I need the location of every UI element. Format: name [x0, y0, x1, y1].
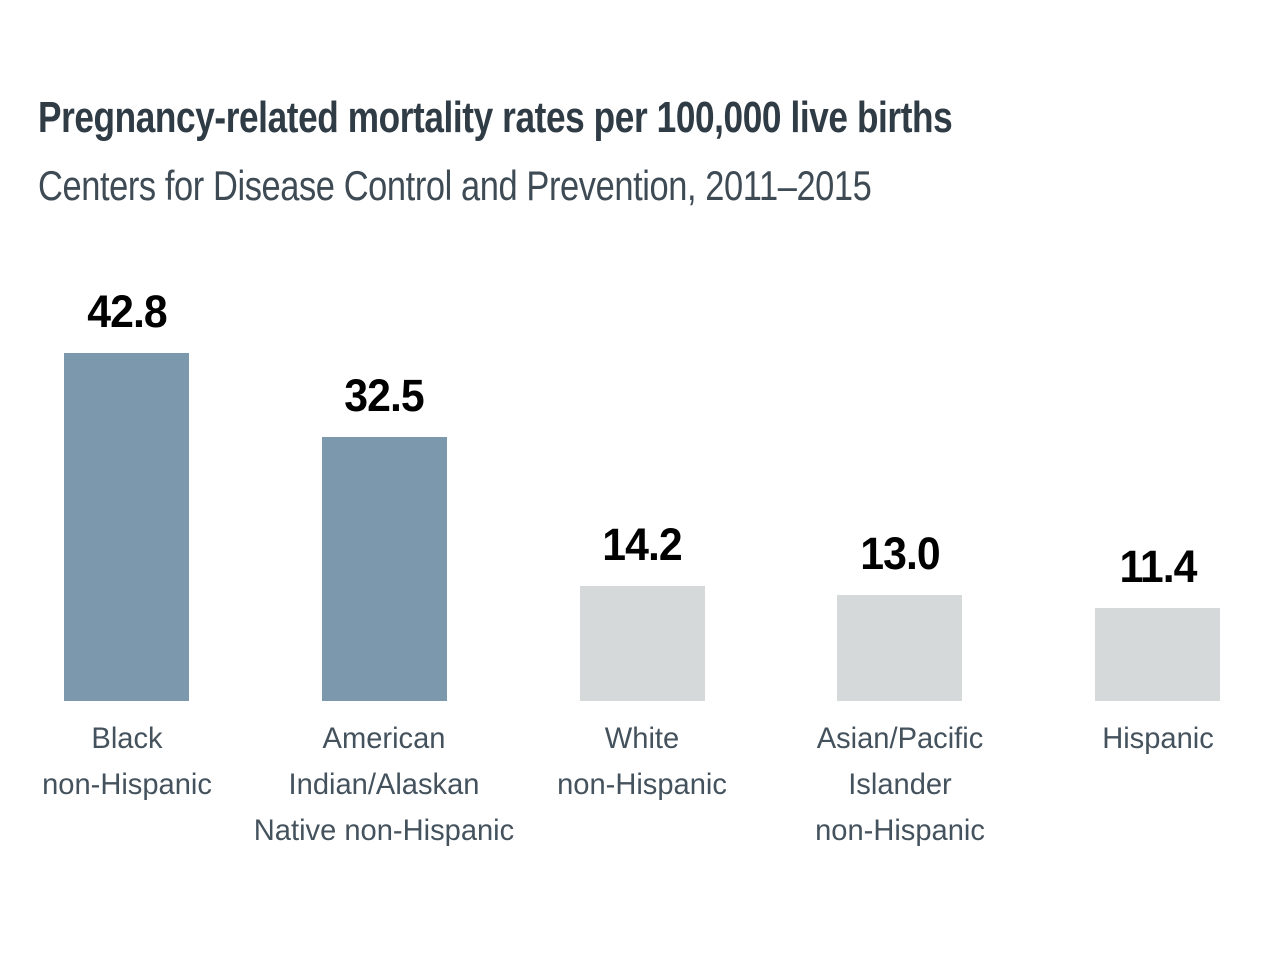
chart-subtitle: Centers for Disease Control and Prevention, 2011–2015 [38, 162, 872, 209]
bar-value-label: 11.4 [1118, 541, 1197, 592]
bar-value-label: 32.5 [344, 370, 424, 421]
category-label-line: non-Hispanic [814, 814, 985, 847]
bar [580, 586, 705, 701]
category-label-line: non-Hispanic [41, 768, 212, 801]
category-label-line: Hispanic [1101, 722, 1214, 755]
bar-value-label: 13.0 [860, 528, 940, 579]
category-label-line: Indian/Alaskan [288, 768, 480, 801]
category-label-line: Islander [847, 768, 952, 801]
bar [322, 437, 447, 701]
bar-value-label: 42.8 [86, 286, 167, 337]
bar-value-label: 14.2 [602, 519, 682, 570]
category-label-line: White [604, 722, 680, 755]
category-label-line: Native non-Hispanic [254, 814, 515, 847]
chart-title: Pregnancy-related mortality rates per 100,000 live births [38, 93, 953, 142]
bar-category-label [1002, 716, 1280, 762]
bar [1095, 608, 1220, 701]
category-label-line: American [322, 722, 446, 755]
bar [64, 353, 189, 701]
bar [837, 595, 962, 701]
category-label-line: non-Hispanic [557, 768, 727, 801]
category-label-line: Black [90, 722, 163, 755]
category-label-line: Asian/Pacific [816, 722, 984, 755]
